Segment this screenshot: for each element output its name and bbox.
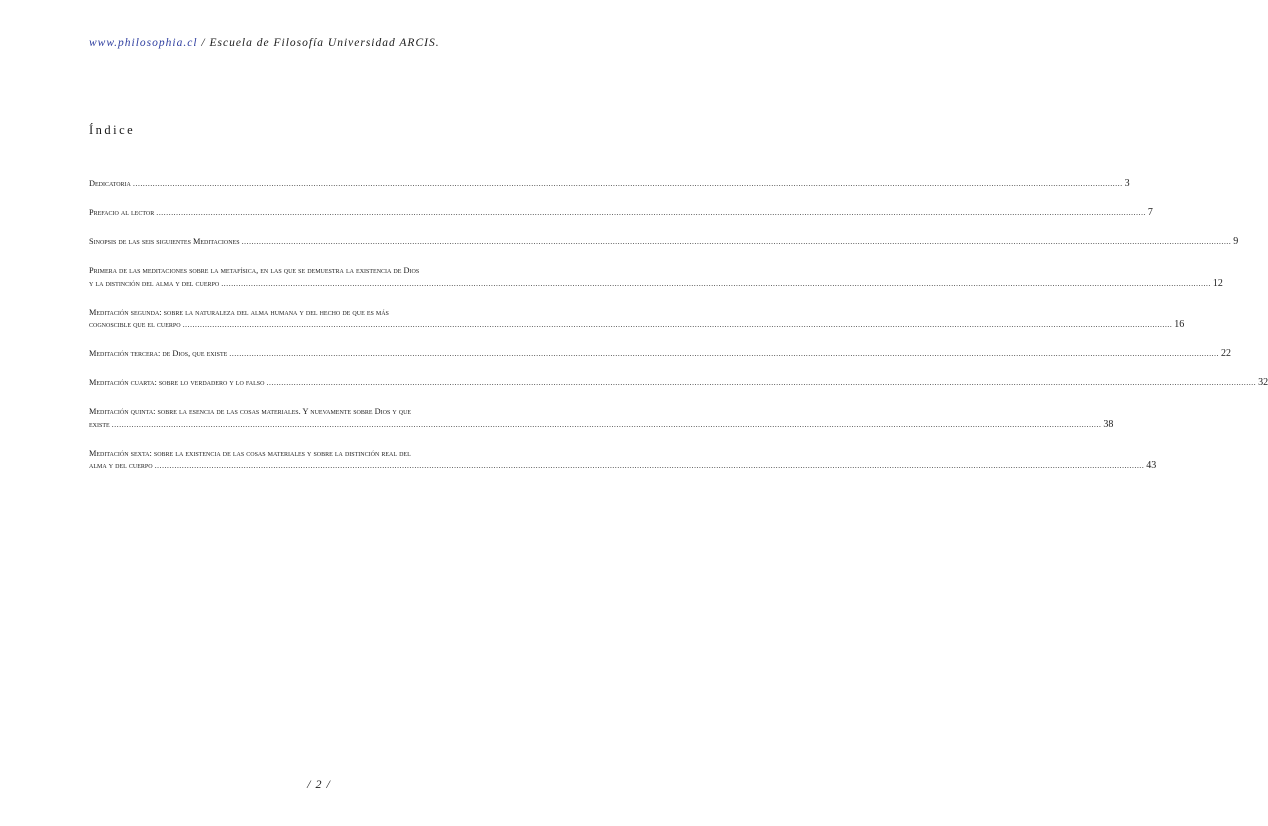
- toc-entry-text: Dedicatoria: [89, 179, 131, 188]
- toc-entry-text: Primera de las meditaciones sobre la metafísica, en las que se demuestra la existencia de Dios: [89, 266, 420, 275]
- table-of-contents: [89, 178, 1268, 473]
- dot-leader: ................................................................................................................................................................................................................................................................................................................................................................................................................: [111, 419, 1102, 429]
- toc-page-number: 16: [1174, 319, 1185, 330]
- index-title: Índice: [89, 123, 136, 137]
- page-number: / 2 /: [307, 777, 331, 791]
- toc-entry-text: cognoscible que el cuerpo: [89, 320, 181, 329]
- toc-page-number: 9: [1233, 236, 1239, 247]
- dot-leader: ................................................................................................................................................................................................................................................................................................................................................................................................................: [156, 208, 1146, 217]
- toc-entry-text: y la distinción del alma y del cuerpo: [89, 278, 220, 288]
- toc-page-number: 7: [1147, 207, 1153, 218]
- toc-entry[interactable]: [89, 265, 1223, 290]
- toc-entry-text: Meditación tercera: de Dios, que existe: [89, 349, 228, 358]
- header-institution: / Escuela de Filosofía Universidad ARCIS.: [197, 37, 440, 49]
- dot-leader: ................................................................................................................................................................................................................................................................................................................................................................................................................: [221, 278, 1211, 288]
- toc-entry[interactable]: [89, 348, 1231, 361]
- toc-page-number: 12: [1212, 277, 1223, 289]
- toc-page-number: 3: [1124, 178, 1130, 189]
- toc-page-number: 22: [1220, 348, 1231, 359]
- toc-entry-text: Meditación sexta: sobre la existencia de las cosas materiales y sobre la distinción real del: [89, 448, 411, 458]
- dot-leader: ................................................................................................................................................................................................................................................................................................................................................................................................................: [266, 378, 1257, 387]
- toc-entry-text: alma y del cuerpo: [89, 461, 153, 470]
- toc-entry-text: Meditación quinta: sobre la esencia de las cosas materiales. Y nuevamente sobre Dios y que: [89, 407, 412, 416]
- toc-page-number: 38: [1103, 418, 1114, 430]
- toc-entry-text: existe: [89, 419, 110, 429]
- toc-entry-text: Sinopsis de las seis siguientes Meditaciones: [89, 237, 240, 246]
- toc-entry[interactable]: [89, 406, 1114, 431]
- toc-entry[interactable]: [89, 178, 1130, 191]
- toc-entry[interactable]: [89, 236, 1239, 249]
- dot-leader: ................................................................................................................................................................................................................................................................................................................................................................................................................: [229, 349, 1219, 358]
- toc-entry-text: Meditación cuarta: sobre lo verdadero y lo falso: [89, 378, 265, 387]
- dot-leader: ................................................................................................................................................................................................................................................................................................................................................................................................................: [154, 461, 1145, 470]
- dot-leader: ................................................................................................................................................................................................................................................................................................................................................................................................................: [132, 179, 1123, 188]
- dot-leader: ................................................................................................................................................................................................................................................................................................................................................................................................................: [241, 237, 1232, 246]
- dot-leader: ................................................................................................................................................................................................................................................................................................................................................................................................................: [182, 320, 1173, 329]
- toc-entry[interactable]: [89, 307, 1185, 332]
- toc-entry[interactable]: [89, 207, 1153, 220]
- toc-page-number: 43: [1146, 460, 1157, 471]
- toc-entry-text: Prefacio al lector: [89, 208, 155, 217]
- toc-entry[interactable]: [89, 377, 1268, 390]
- site-link[interactable]: www.philosophia.cl: [89, 37, 198, 49]
- toc-entry[interactable]: [89, 448, 1157, 473]
- toc-page-number: 32: [1258, 377, 1268, 388]
- toc-entry-text: Meditación segunda: sobre la naturaleza del alma humana y del hecho de que es más: [89, 307, 389, 317]
- page-header: [89, 37, 559, 49]
